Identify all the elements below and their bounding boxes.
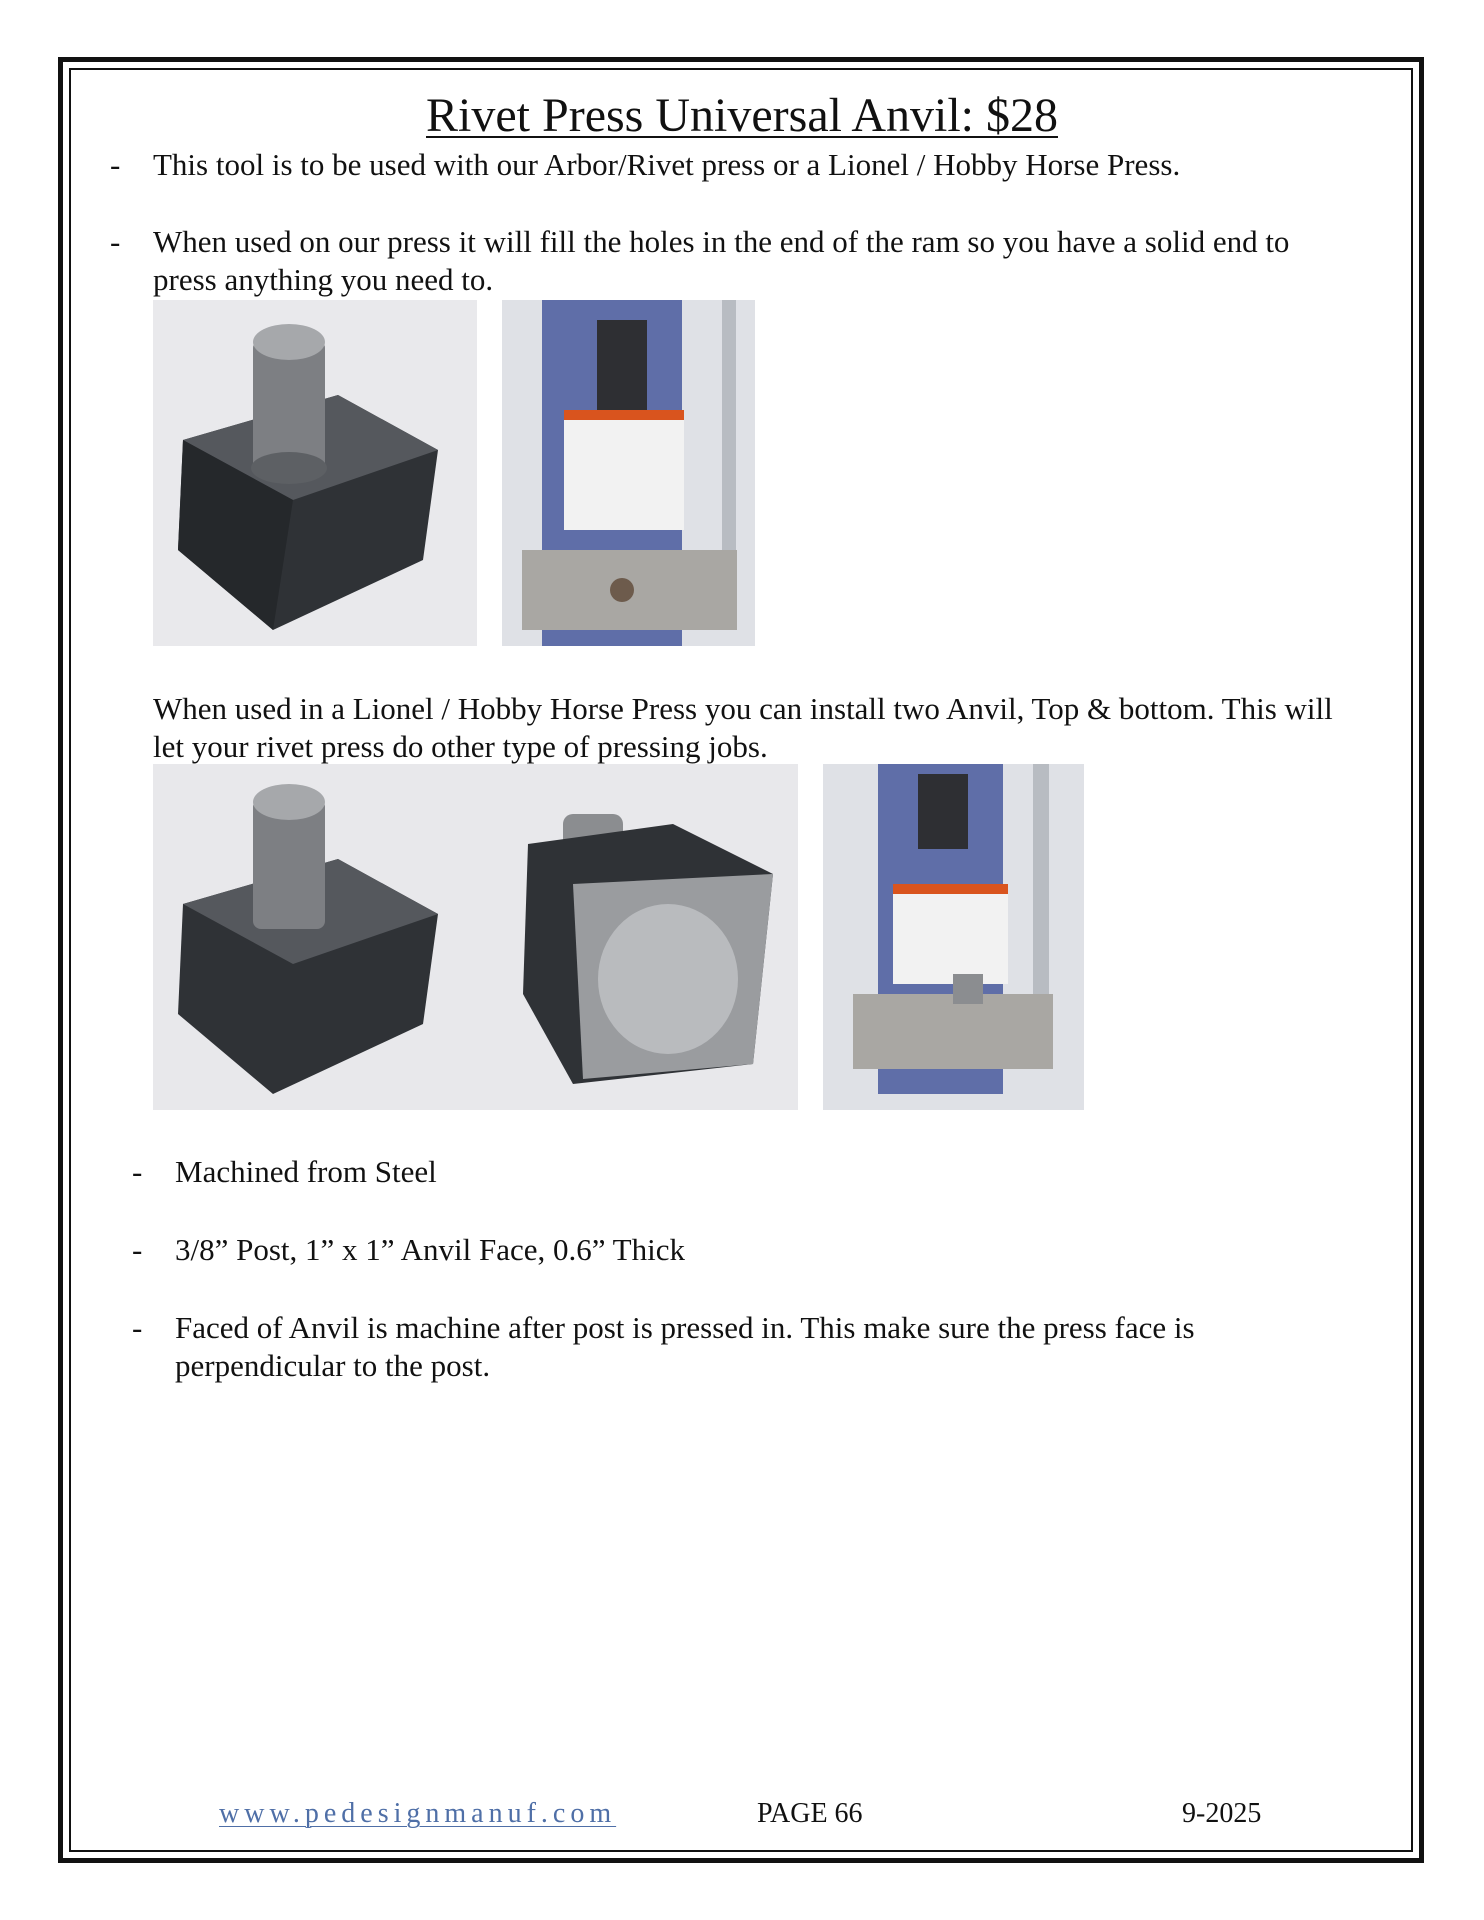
feature-machined-face: Faced of Anvil is machine after post is pressed in. This make sure the press face is perpendicular to the post. xyxy=(175,1310,1195,1383)
feature-material: Machined from Steel xyxy=(175,1154,437,1189)
page-title: Rivet Press Universal Anvil: $28 xyxy=(426,89,1058,142)
intro-bullet-1: This tool is to be used with our Arbor/Rivet press or a Lionel / Hobby Horse Press. xyxy=(153,147,1181,182)
press-with-anvil-photo xyxy=(502,300,755,646)
hobby-press-with-anvils-photo xyxy=(823,764,1084,1110)
two-anvils-photo xyxy=(153,764,798,1110)
bullet-marker: - xyxy=(110,224,121,259)
bullet-marker: - xyxy=(132,1310,143,1345)
feature-dimensions: 3/8” Post, 1” x 1” Anvil Face, 0.6” Thick xyxy=(175,1232,685,1267)
bullet-marker: - xyxy=(132,1232,143,1267)
bullet-marker: - xyxy=(132,1154,143,1189)
bullet-marker: - xyxy=(110,147,121,182)
website-link[interactable]: www.pedesignmanuf.com xyxy=(219,1798,617,1829)
hobby-press-paragraph: When used in a Lionel / Hobby Horse Press you can install two Anvil, Top & bottom. This will let your rivet press do other type of pressing jobs. xyxy=(153,691,1333,764)
revision-date: 9-2025 xyxy=(1182,1798,1262,1829)
anvil-photo xyxy=(153,300,477,646)
intro-bullet-2: When used on our press it will fill the holes in the end of the ram so you have a solid end to press anything you need to. xyxy=(153,224,1290,297)
page-number: PAGE 66 xyxy=(757,1798,863,1829)
